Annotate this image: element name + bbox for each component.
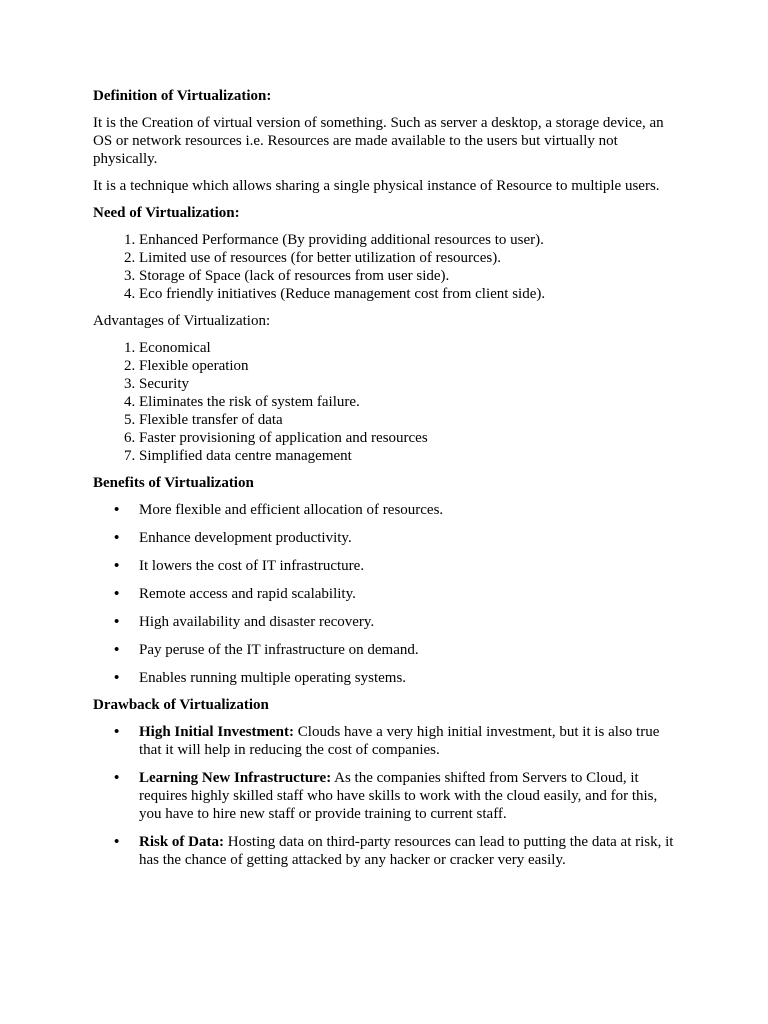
drawback-heading: Drawback of Virtualization — [93, 697, 269, 713]
list-item — [93, 529, 683, 547]
bullet-icon: • — [114, 502, 120, 518]
drawback-title: High Initial Investment: — [139, 724, 295, 740]
bullet-icon: • — [114, 642, 120, 658]
bullet-icon: • — [114, 586, 120, 602]
list-item — [93, 557, 683, 575]
drawback-text: Hosting data on third-party resources can lead to putting the data at risk, it has the chance of getting attacked by any hacker or cracker very easily. — [139, 834, 674, 868]
bullet-icon: • — [114, 670, 120, 686]
definition-paragraph-2: It is a technique which allows sharing a single physical instance of Resource to multiple users. — [93, 178, 660, 194]
drawback-text: As the companies shifted from Servers to Cloud, it requires highly skilled staff who have skills to work with the cloud easily, and for this, you have to hire new staff or provide training to current staff. — [139, 770, 658, 822]
list-item: 5. Flexible transfer of data — [139, 411, 683, 429]
list-item — [93, 585, 683, 603]
list-item-text: It lowers the cost of IT infrastructure. — [139, 558, 365, 574]
list-item — [93, 723, 683, 759]
drawback-list — [93, 723, 683, 869]
list-item: 3. Storage of Space (lack of resources from user side). — [139, 267, 683, 285]
bullet-icon: • — [114, 724, 120, 740]
bullet-icon: • — [114, 770, 120, 786]
drawback-title: Risk of Data: — [139, 834, 224, 850]
list-item: 2. Flexible operation — [139, 357, 683, 375]
list-item-text: Enables running multiple operating systems. — [139, 670, 407, 686]
bullet-icon: • — [114, 834, 120, 850]
list-item-text: Remote access and rapid scalability. — [139, 586, 356, 602]
advantages-list — [93, 339, 683, 465]
definition-heading: Definition of Virtualization: — [93, 88, 272, 104]
benefits-list — [93, 501, 683, 687]
list-item: 6. Faster provisioning of application and resources — [139, 429, 683, 447]
drawback-text: Clouds have a very high initial investment, but it is also true that it will help in reducing the cost of companies. — [139, 724, 660, 758]
definition-paragraph-1: It is the Creation of virtual version of something. Such as server a desktop, a storage device, an OS or network resources i.e. Resources are made available to the users but virtually not physically. — [93, 115, 664, 167]
list-item — [93, 641, 683, 659]
list-item-text: More flexible and efficient allocation of resources. — [139, 502, 444, 518]
benefits-heading: Benefits of Virtualization — [93, 475, 254, 491]
list-item-text: Pay peruse of the IT infrastructure on demand. — [139, 642, 419, 658]
list-item — [93, 501, 683, 519]
list-item-text: High availability and disaster recovery. — [139, 614, 375, 630]
list-item: 2. Limited use of resources (for better utilization of resources). — [139, 249, 683, 267]
list-item-text: Enhance development productivity. — [139, 530, 352, 546]
bullet-icon: • — [114, 614, 120, 630]
list-item: 1. Economical — [139, 339, 683, 357]
bullet-icon: • — [114, 530, 120, 546]
advantages-heading: Advantages of Virtualization: — [93, 313, 271, 329]
drawback-title: Learning New Infrastructure: — [139, 770, 332, 786]
list-item: 3. Security — [139, 375, 683, 393]
need-list — [93, 231, 683, 303]
need-heading: Need of Virtualization: — [93, 205, 240, 221]
list-item: 1. Enhanced Performance (By providing additional resources to user). — [139, 231, 683, 249]
list-item: 4. Eliminates the risk of system failure. — [139, 393, 683, 411]
list-item — [93, 669, 683, 687]
bullet-icon: • — [114, 558, 120, 574]
list-item — [93, 833, 683, 869]
document-page — [93, 87, 683, 878]
list-item: 7. Simplified data centre management — [139, 447, 683, 465]
list-item — [93, 613, 683, 631]
list-item: 4. Eco friendly initiatives (Reduce management cost from client side). — [139, 285, 683, 303]
list-item — [93, 769, 683, 823]
